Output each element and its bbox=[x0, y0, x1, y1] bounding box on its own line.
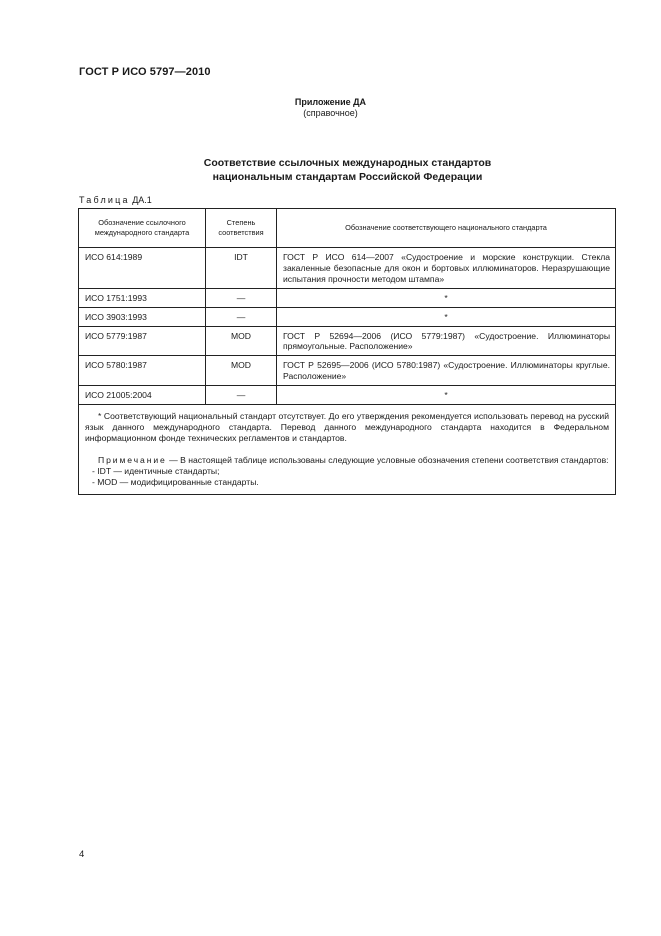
table-container bbox=[78, 208, 615, 495]
table-row bbox=[79, 288, 616, 307]
cell-intl: ИСО 5780:1987 bbox=[79, 356, 206, 386]
cell-intl: ИСО 614:1989 bbox=[79, 248, 206, 289]
table-row bbox=[79, 307, 616, 326]
table-row bbox=[79, 356, 616, 386]
table-row bbox=[79, 248, 616, 289]
header-intl-standard: Обозначение ссылочного международного стандарта bbox=[79, 209, 206, 248]
cell-degree: — bbox=[206, 386, 277, 405]
table-label bbox=[79, 195, 152, 205]
table-note bbox=[85, 455, 609, 466]
cell-intl: ИСО 3903:1993 bbox=[79, 307, 206, 326]
cell-degree: MOD bbox=[206, 326, 277, 356]
cell-intl: ИСО 5779:1987 bbox=[79, 326, 206, 356]
header-degree: Степень соответствия bbox=[206, 209, 277, 248]
table-header-row bbox=[79, 209, 616, 248]
document-header: ГОСТ Р ИСО 5797—2010 bbox=[79, 66, 211, 78]
cell-degree: MOD bbox=[206, 356, 277, 386]
annex-subtitle: (справочное) bbox=[303, 108, 358, 118]
annex-title: Приложение ДА bbox=[294, 97, 367, 107]
note-text: — В настоящей таблице использованы следующие условные обозначения степени соответствия стандартов: bbox=[166, 455, 609, 466]
table-label-number: ДА.1 bbox=[129, 195, 152, 205]
cell-national: * bbox=[277, 307, 616, 326]
cell-national: ГОСТ Р ИСО 614—2007 «Судостроение и морские конструкции. Стекла закаленные безопасные для окон и бортовых иллюминаторов. Неразрушающие испытания прочности методом штампа» bbox=[277, 248, 616, 289]
standards-table bbox=[78, 208, 616, 495]
table-row bbox=[79, 386, 616, 405]
page-number: 4 bbox=[79, 849, 85, 860]
cell-intl: ИСО 21005:2004 bbox=[79, 386, 206, 405]
cell-national: ГОСТ Р 52694—2006 (ИСО 5779:1987) «Судостроение. Иллюминаторы прямоугольные. Расположение» bbox=[277, 326, 616, 356]
table-footer bbox=[79, 405, 616, 495]
cell-degree: — bbox=[206, 288, 277, 307]
note-label: Примечание bbox=[98, 455, 167, 466]
note-item-idt: - IDT — идентичные стандарты; bbox=[92, 466, 220, 477]
table-footnote: * Соответствующий национальный стандарт отсутствует. До его утверждения рекомендуется использовать перевод на русский язык данного международного стандарта. Перевод данного международного стандарта находится в Федеральном информационном фонде технических регламентов и стандартов. bbox=[85, 411, 609, 444]
section-title-line1: Соответствие ссылочных международных стандартов bbox=[203, 157, 492, 169]
section-title bbox=[0, 156, 661, 184]
cell-degree: — bbox=[206, 307, 277, 326]
note-item-mod: - MOD — модифицированные стандарты. bbox=[92, 477, 259, 488]
cell-degree: IDT bbox=[206, 248, 277, 289]
cell-national: ГОСТ Р 52695—2006 (ИСО 5780:1987) «Судостроение. Иллюминаторы круглые. Расположение» bbox=[277, 356, 616, 386]
annex-heading bbox=[0, 97, 661, 119]
cell-national: * bbox=[277, 386, 616, 405]
table-footer-row bbox=[79, 405, 616, 495]
cell-national: * bbox=[277, 288, 616, 307]
header-national-standard: Обозначение соответствующего национального стандарта bbox=[277, 209, 616, 248]
table-label-word: Таблица bbox=[79, 195, 130, 205]
section-title-line2: национальным стандартам Российской Федерации bbox=[212, 171, 483, 183]
cell-intl: ИСО 1751:1993 bbox=[79, 288, 206, 307]
table-row bbox=[79, 326, 616, 356]
